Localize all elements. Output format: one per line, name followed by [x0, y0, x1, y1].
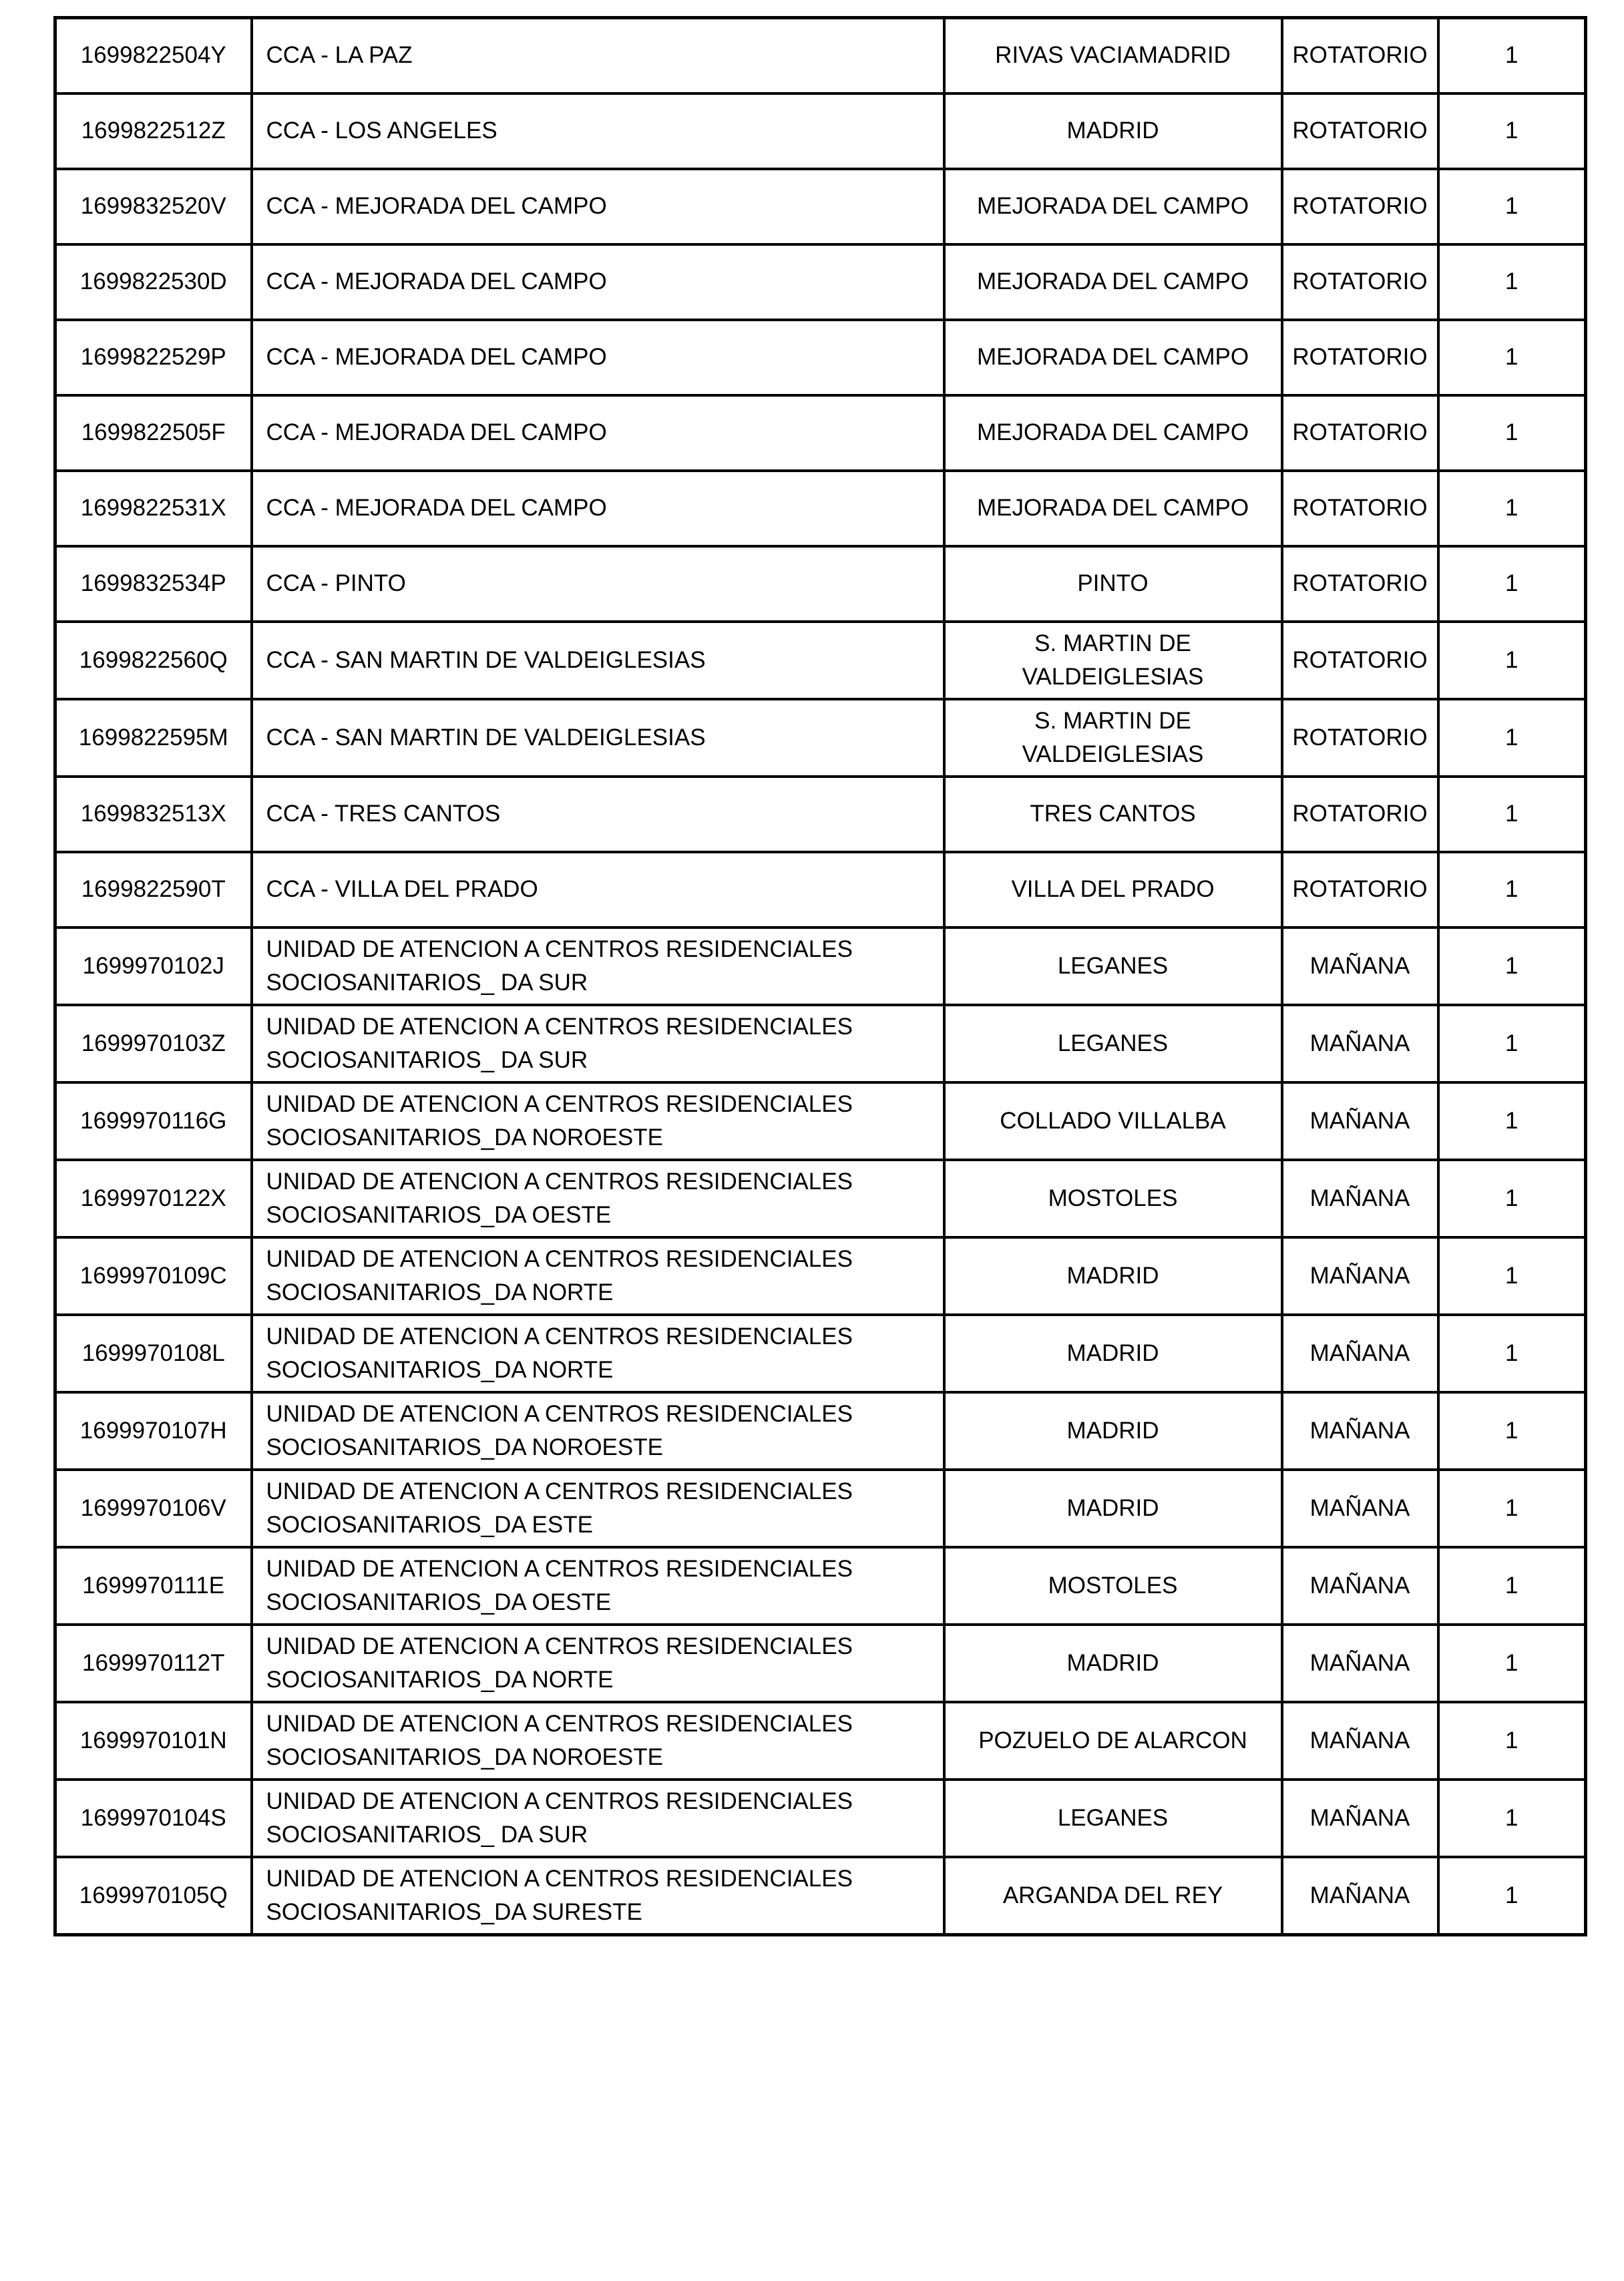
table-row — [55, 1160, 1586, 1237]
cell-shift: MAÑANA — [1282, 1005, 1438, 1082]
cell-id: 1699832513X — [55, 777, 252, 852]
cell-count: 1 — [1438, 927, 1586, 1005]
cell-location: MEJORADA DEL CAMPO — [944, 244, 1282, 320]
cell-unit: CCA - LA PAZ — [252, 18, 944, 93]
cell-id: 1699832520V — [55, 169, 252, 244]
cell-unit: CCA - MEJORADA DEL CAMPO — [252, 169, 944, 244]
table-row — [55, 852, 1586, 927]
cell-id: 1699822530D — [55, 244, 252, 320]
table-row — [55, 169, 1586, 244]
cell-location: MEJORADA DEL CAMPO — [944, 471, 1282, 546]
cell-count: 1 — [1438, 1625, 1586, 1702]
cell-id: 1699970116G — [55, 1082, 252, 1160]
table-row — [55, 622, 1586, 699]
cell-unit: CCA - TRES CANTOS — [252, 777, 944, 852]
cell-shift: ROTATORIO — [1282, 699, 1438, 777]
cell-unit: CCA - MEJORADA DEL CAMPO — [252, 320, 944, 395]
table-row — [55, 927, 1586, 1005]
cell-shift: ROTATORIO — [1282, 18, 1438, 93]
cell-location: COLLADO VILLALBA — [944, 1082, 1282, 1160]
cell-count: 1 — [1438, 1237, 1586, 1315]
cell-id: 1699822595M — [55, 699, 252, 777]
cell-location: MADRID — [944, 1470, 1282, 1547]
cell-id: 1699832534P — [55, 546, 252, 622]
cell-count: 1 — [1438, 1005, 1586, 1082]
cell-shift: ROTATORIO — [1282, 395, 1438, 471]
cell-location: TRES CANTOS — [944, 777, 1282, 852]
cell-count: 1 — [1438, 546, 1586, 622]
table-row — [55, 395, 1586, 471]
cell-id: 1699970104S — [55, 1780, 252, 1857]
cell-id: 1699822512Z — [55, 93, 252, 169]
cell-unit: CCA - PINTO — [252, 546, 944, 622]
cell-unit: UNIDAD DE ATENCION A CENTROS RESIDENCIALES SOCIOSANITARIOS_ DA SUR — [252, 1005, 944, 1082]
table-row — [55, 1005, 1586, 1082]
cell-unit: UNIDAD DE ATENCION A CENTROS RESIDENCIALES SOCIOSANITARIOS_DA NORTE — [252, 1315, 944, 1392]
table-row — [55, 1237, 1586, 1315]
cell-unit: UNIDAD DE ATENCION A CENTROS RESIDENCIALES SOCIOSANITARIOS_DA NORTE — [252, 1237, 944, 1315]
cell-location: MADRID — [944, 1315, 1282, 1392]
cell-count: 1 — [1438, 1857, 1586, 1935]
cell-id: 1699970102J — [55, 927, 252, 1005]
cell-count: 1 — [1438, 852, 1586, 927]
table-row — [55, 699, 1586, 777]
cell-unit: UNIDAD DE ATENCION A CENTROS RESIDENCIALES SOCIOSANITARIOS_ DA SUR — [252, 927, 944, 1005]
cell-unit: UNIDAD DE ATENCION A CENTROS RESIDENCIALES SOCIOSANITARIOS_DA ESTE — [252, 1470, 944, 1547]
cell-id: 1699822590T — [55, 852, 252, 927]
cell-unit: UNIDAD DE ATENCION A CENTROS RESIDENCIALES SOCIOSANITARIOS_DA NORTE — [252, 1625, 944, 1702]
cell-count: 1 — [1438, 1392, 1586, 1470]
cell-shift: MAÑANA — [1282, 1857, 1438, 1935]
table-row — [55, 1625, 1586, 1702]
cell-location: MADRID — [944, 1392, 1282, 1470]
cell-location: MADRID — [944, 1625, 1282, 1702]
cell-count: 1 — [1438, 1547, 1586, 1625]
cell-count: 1 — [1438, 18, 1586, 93]
cell-count: 1 — [1438, 1470, 1586, 1547]
cell-id: 1699822531X — [55, 471, 252, 546]
cell-unit: UNIDAD DE ATENCION A CENTROS RESIDENCIALES SOCIOSANITARIOS_DA NOROESTE — [252, 1392, 944, 1470]
cell-location: RIVAS VACIAMADRID — [944, 18, 1282, 93]
cell-count: 1 — [1438, 471, 1586, 546]
cell-shift: MAÑANA — [1282, 1237, 1438, 1315]
table-row — [55, 471, 1586, 546]
table-row — [55, 1702, 1586, 1780]
table-row — [55, 93, 1586, 169]
cell-shift: ROTATORIO — [1282, 93, 1438, 169]
cell-id: 1699822505F — [55, 395, 252, 471]
cell-count: 1 — [1438, 395, 1586, 471]
cell-shift: MAÑANA — [1282, 1625, 1438, 1702]
cell-shift: MAÑANA — [1282, 1780, 1438, 1857]
cell-count: 1 — [1438, 699, 1586, 777]
cell-location: MADRID — [944, 93, 1282, 169]
cell-location: MOSTOLES — [944, 1547, 1282, 1625]
cell-id: 1699970101N — [55, 1702, 252, 1780]
table-row — [55, 1547, 1586, 1625]
cell-location: S. MARTIN DE VALDEIGLESIAS — [944, 699, 1282, 777]
cell-count: 1 — [1438, 1082, 1586, 1160]
cell-shift: ROTATORIO — [1282, 320, 1438, 395]
cell-location: S. MARTIN DE VALDEIGLESIAS — [944, 622, 1282, 699]
cell-count: 1 — [1438, 777, 1586, 852]
cell-unit: CCA - MEJORADA DEL CAMPO — [252, 395, 944, 471]
cell-id: 1699970109C — [55, 1237, 252, 1315]
table-row — [55, 1315, 1586, 1392]
cell-unit: CCA - MEJORADA DEL CAMPO — [252, 244, 944, 320]
cell-shift: ROTATORIO — [1282, 777, 1438, 852]
assignments-table — [53, 16, 1587, 1936]
table-row — [55, 1082, 1586, 1160]
cell-location: MEJORADA DEL CAMPO — [944, 320, 1282, 395]
cell-id: 1699970108L — [55, 1315, 252, 1392]
cell-shift: ROTATORIO — [1282, 244, 1438, 320]
cell-id: 1699822504Y — [55, 18, 252, 93]
cell-shift: MAÑANA — [1282, 1547, 1438, 1625]
cell-count: 1 — [1438, 1160, 1586, 1237]
cell-unit: CCA - SAN MARTIN DE VALDEIGLESIAS — [252, 699, 944, 777]
cell-location: LEGANES — [944, 1780, 1282, 1857]
cell-location: ARGANDA DEL REY — [944, 1857, 1282, 1935]
cell-id: 1699970122X — [55, 1160, 252, 1237]
cell-id: 1699970103Z — [55, 1005, 252, 1082]
cell-shift: MAÑANA — [1282, 927, 1438, 1005]
table-row — [55, 777, 1586, 852]
cell-shift: ROTATORIO — [1282, 622, 1438, 699]
table-row — [55, 320, 1586, 395]
cell-unit: UNIDAD DE ATENCION A CENTROS RESIDENCIALES SOCIOSANITARIOS_DA OESTE — [252, 1547, 944, 1625]
cell-location: MOSTOLES — [944, 1160, 1282, 1237]
table-row — [55, 546, 1586, 622]
cell-unit: UNIDAD DE ATENCION A CENTROS RESIDENCIALES SOCIOSANITARIOS_DA NOROESTE — [252, 1702, 944, 1780]
cell-unit: CCA - SAN MARTIN DE VALDEIGLESIAS — [252, 622, 944, 699]
cell-unit: CCA - MEJORADA DEL CAMPO — [252, 471, 944, 546]
cell-id: 1699822529P — [55, 320, 252, 395]
cell-shift: MAÑANA — [1282, 1315, 1438, 1392]
cell-id: 1699822560Q — [55, 622, 252, 699]
cell-location: MADRID — [944, 1237, 1282, 1315]
table-row — [55, 244, 1586, 320]
cell-count: 1 — [1438, 320, 1586, 395]
cell-location: MEJORADA DEL CAMPO — [944, 169, 1282, 244]
cell-id: 1699970106V — [55, 1470, 252, 1547]
cell-shift: ROTATORIO — [1282, 471, 1438, 546]
cell-shift: MAÑANA — [1282, 1082, 1438, 1160]
cell-id: 1699970105Q — [55, 1857, 252, 1935]
cell-unit: UNIDAD DE ATENCION A CENTROS RESIDENCIALES SOCIOSANITARIOS_DA OESTE — [252, 1160, 944, 1237]
cell-id: 1699970112T — [55, 1625, 252, 1702]
cell-count: 1 — [1438, 1780, 1586, 1857]
cell-count: 1 — [1438, 1702, 1586, 1780]
cell-count: 1 — [1438, 93, 1586, 169]
cell-location: MEJORADA DEL CAMPO — [944, 395, 1282, 471]
cell-shift: MAÑANA — [1282, 1470, 1438, 1547]
cell-unit: CCA - VILLA DEL PRADO — [252, 852, 944, 927]
cell-shift: MAÑANA — [1282, 1392, 1438, 1470]
cell-shift: ROTATORIO — [1282, 852, 1438, 927]
cell-unit: UNIDAD DE ATENCION A CENTROS RESIDENCIALES SOCIOSANITARIOS_DA NOROESTE — [252, 1082, 944, 1160]
cell-id: 1699970111E — [55, 1547, 252, 1625]
cell-shift: MAÑANA — [1282, 1160, 1438, 1237]
cell-unit: UNIDAD DE ATENCION A CENTROS RESIDENCIALES SOCIOSANITARIOS_DA SURESTE — [252, 1857, 944, 1935]
cell-count: 1 — [1438, 1315, 1586, 1392]
cell-shift: MAÑANA — [1282, 1702, 1438, 1780]
cell-location: LEGANES — [944, 1005, 1282, 1082]
table-row — [55, 1857, 1586, 1935]
table-row — [55, 1392, 1586, 1470]
table-row — [55, 1780, 1586, 1857]
table-row — [55, 1470, 1586, 1547]
cell-unit: CCA - LOS ANGELES — [252, 93, 944, 169]
cell-count: 1 — [1438, 244, 1586, 320]
cell-location: POZUELO DE ALARCON — [944, 1702, 1282, 1780]
cell-shift: ROTATORIO — [1282, 546, 1438, 622]
cell-shift: ROTATORIO — [1282, 169, 1438, 244]
cell-unit: UNIDAD DE ATENCION A CENTROS RESIDENCIALES SOCIOSANITARIOS_ DA SUR — [252, 1780, 944, 1857]
cell-location: VILLA DEL PRADO — [944, 852, 1282, 927]
assignments-table-body — [55, 18, 1586, 1935]
cell-count: 1 — [1438, 169, 1586, 244]
cell-id: 1699970107H — [55, 1392, 252, 1470]
cell-location: LEGANES — [944, 927, 1282, 1005]
cell-count: 1 — [1438, 622, 1586, 699]
table-row — [55, 18, 1586, 93]
cell-location: PINTO — [944, 546, 1282, 622]
